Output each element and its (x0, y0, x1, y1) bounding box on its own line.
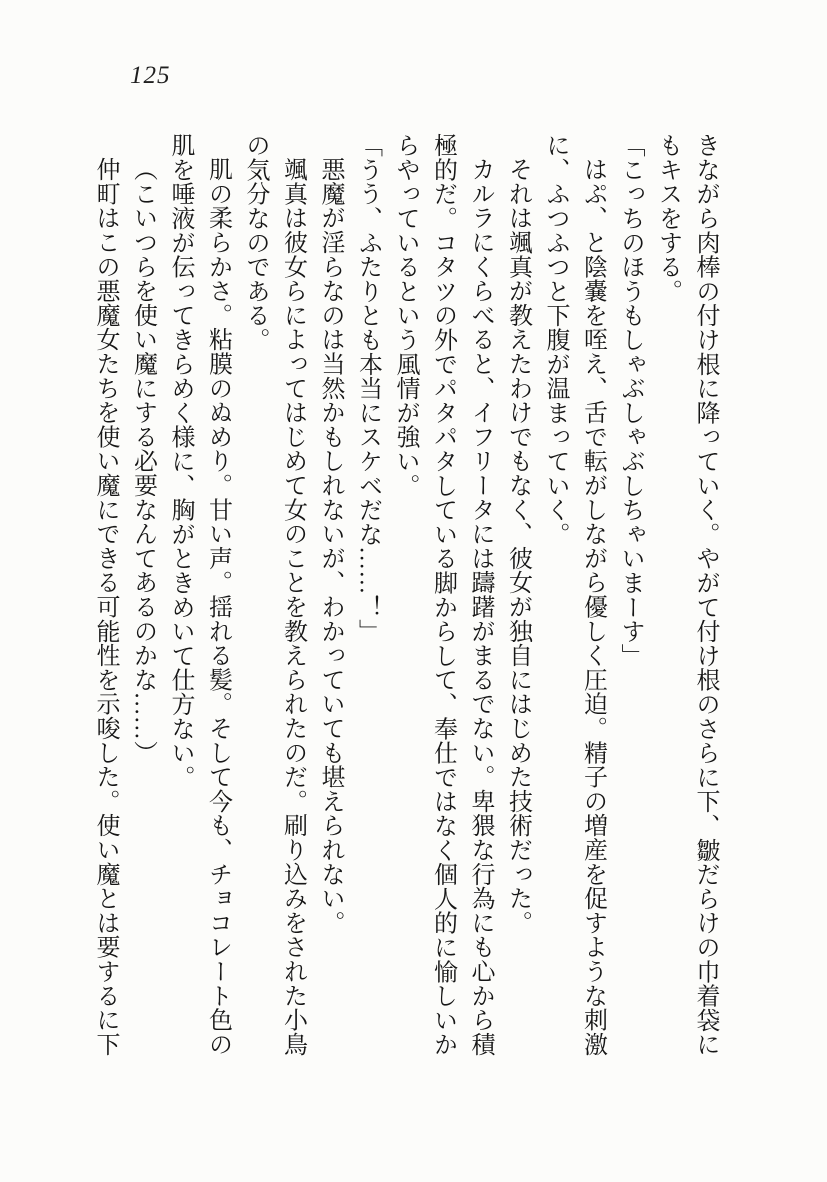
text-line: に、ふつふつと下腹が温まっていく。 (542, 133, 568, 547)
text-line: 「うう、ふたりとも本当にスケベだな……！」 (354, 133, 381, 644)
text-line: きながら肉棒の付け根に降っていく。やがて付け根のさらに下、皺だらけの巾着袋に (692, 133, 718, 1057)
text-line: の気分なのである。 (242, 133, 268, 352)
text-line: 颯真は彼女らによってはじめて女のことを教えられたのだ。刷り込みをされた小鳥 (279, 157, 306, 1057)
text-line: らやっているという風情が強い。 (392, 133, 418, 498)
text-line: 肌の柔らかさ。粘膜のぬめり。甘い声。揺れる髪。そして今も、チョコレート色の (204, 157, 231, 1057)
text-line: カルラにくらべると、イフリータには躊躇がまるでない。卑猥な行為にも心から積 (467, 157, 493, 1057)
text-line: 極的だ。コタツの外でパタパタしている脚からして、奉仕ではなく個人的に愉しいか (429, 133, 456, 1057)
page-number: 125 (130, 62, 171, 89)
text-line: 悪魔が淫らなのは当然かもしれないが、わかっていても堪えられない。 (317, 157, 343, 935)
text-line: （こいつらを使い魔にする必要なんてあるのかな……） (129, 157, 156, 765)
text-line: 「こっちのほうもしゃぶしゃぶしちゃいまーす」 (617, 133, 643, 668)
text-block (86, 133, 724, 1061)
text-line: はぷ、と陰嚢を咥え、舌で転がしながら優しく圧迫。精子の増産を促すような刺激 (579, 157, 606, 1057)
text-line: 肌を唾液が伝ってきらめく様に、胸がときめいて仕方ない。 (167, 133, 193, 790)
text-line: それは颯真が教えたわけでもなく、彼女が独自にはじめた技術だった。 (504, 157, 531, 935)
text-line: 仲町はこの悪魔女たちを使い魔にできる可能性を示唆した。使い魔とは要するに下 (92, 157, 118, 1057)
text-line: もキスをする。 (654, 133, 681, 304)
